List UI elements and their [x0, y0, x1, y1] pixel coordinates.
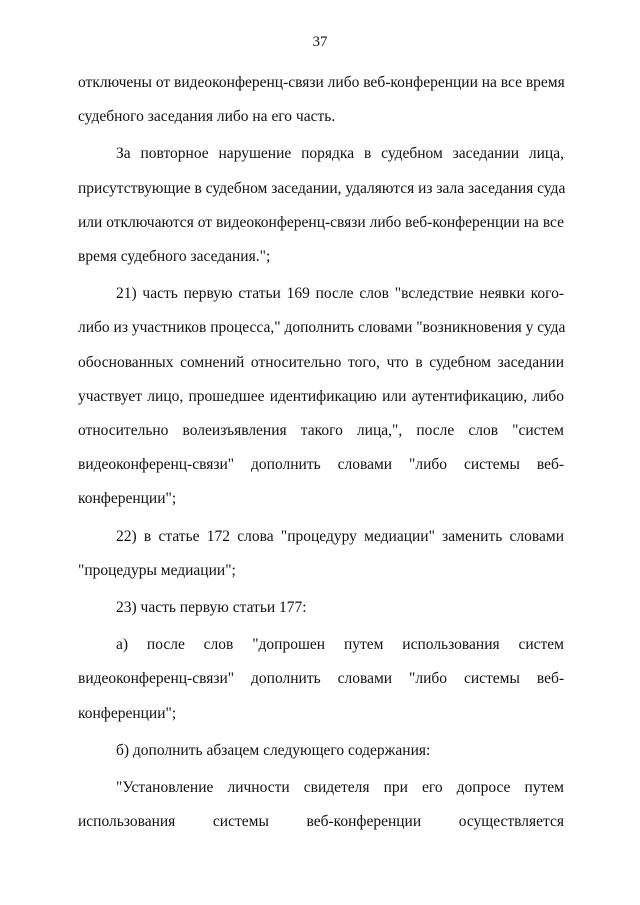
- document-body: [78, 66, 564, 839]
- text-line: а) после слов "допрошен путем использования систем: [116, 636, 564, 654]
- text-line: время судебного заседания.";: [78, 248, 271, 266]
- text-line: обоснованных сомнений относительно того, что в судебном заседании: [78, 353, 564, 371]
- text-line: судебного заседания либо на его часть.: [78, 108, 336, 126]
- text-line: За повторное нарушение порядка в судебном заседании лица,: [116, 145, 564, 163]
- text-line: "процедуры медиации";: [78, 561, 236, 579]
- text-line: "Установление личности свидетеля при его допросе путем: [116, 779, 564, 797]
- page-number: 37: [312, 34, 328, 50]
- text-line: отключены от видеоконференц-связи либо веб-конференции на все время: [78, 74, 565, 91]
- paragraph: [78, 734, 564, 768]
- text-line: относительно волеизъявления такого лица,", после слов "систем: [78, 422, 564, 440]
- paragraph: [78, 277, 564, 516]
- text-line: или отключаются от видеоконференц-связи либо веб-конференции на все: [78, 213, 564, 231]
- text-line: 23) часть первую статьи 177:: [116, 599, 307, 617]
- text-line: б) дополнить абзацем следующего содержания:: [116, 741, 431, 759]
- paragraph: [78, 628, 564, 731]
- text-line: конференции";: [78, 490, 177, 508]
- text-line: участвует лицо, прошедшее идентификацию или аутентификацию, либо: [78, 387, 564, 405]
- paragraph: [78, 520, 564, 588]
- text-line: конференции";: [78, 704, 177, 722]
- paragraph: [78, 66, 564, 134]
- text-line: 21) часть первую статьи 169 после слов "вследствие неявки кого-: [116, 285, 564, 303]
- text-line: использования системы веб-конференции осуществляется: [78, 813, 564, 831]
- paragraph: [78, 137, 564, 274]
- paragraph: [78, 591, 564, 625]
- text-line: присутствующие в судебном заседании, удаляются из зала заседания суда: [78, 179, 566, 197]
- paragraph: [78, 771, 564, 839]
- text-line: видеоконференц-связи" дополнить словами "либо системы веб-: [78, 456, 564, 474]
- text-line: 22) в статье 172 слова "процедуру медиации" заменить словами: [116, 527, 564, 545]
- text-line: либо из участников процесса," дополнить словами "возникновения у суда: [78, 319, 566, 337]
- text-line: видеоконференц-связи" дополнить словами "либо системы веб-: [78, 670, 564, 688]
